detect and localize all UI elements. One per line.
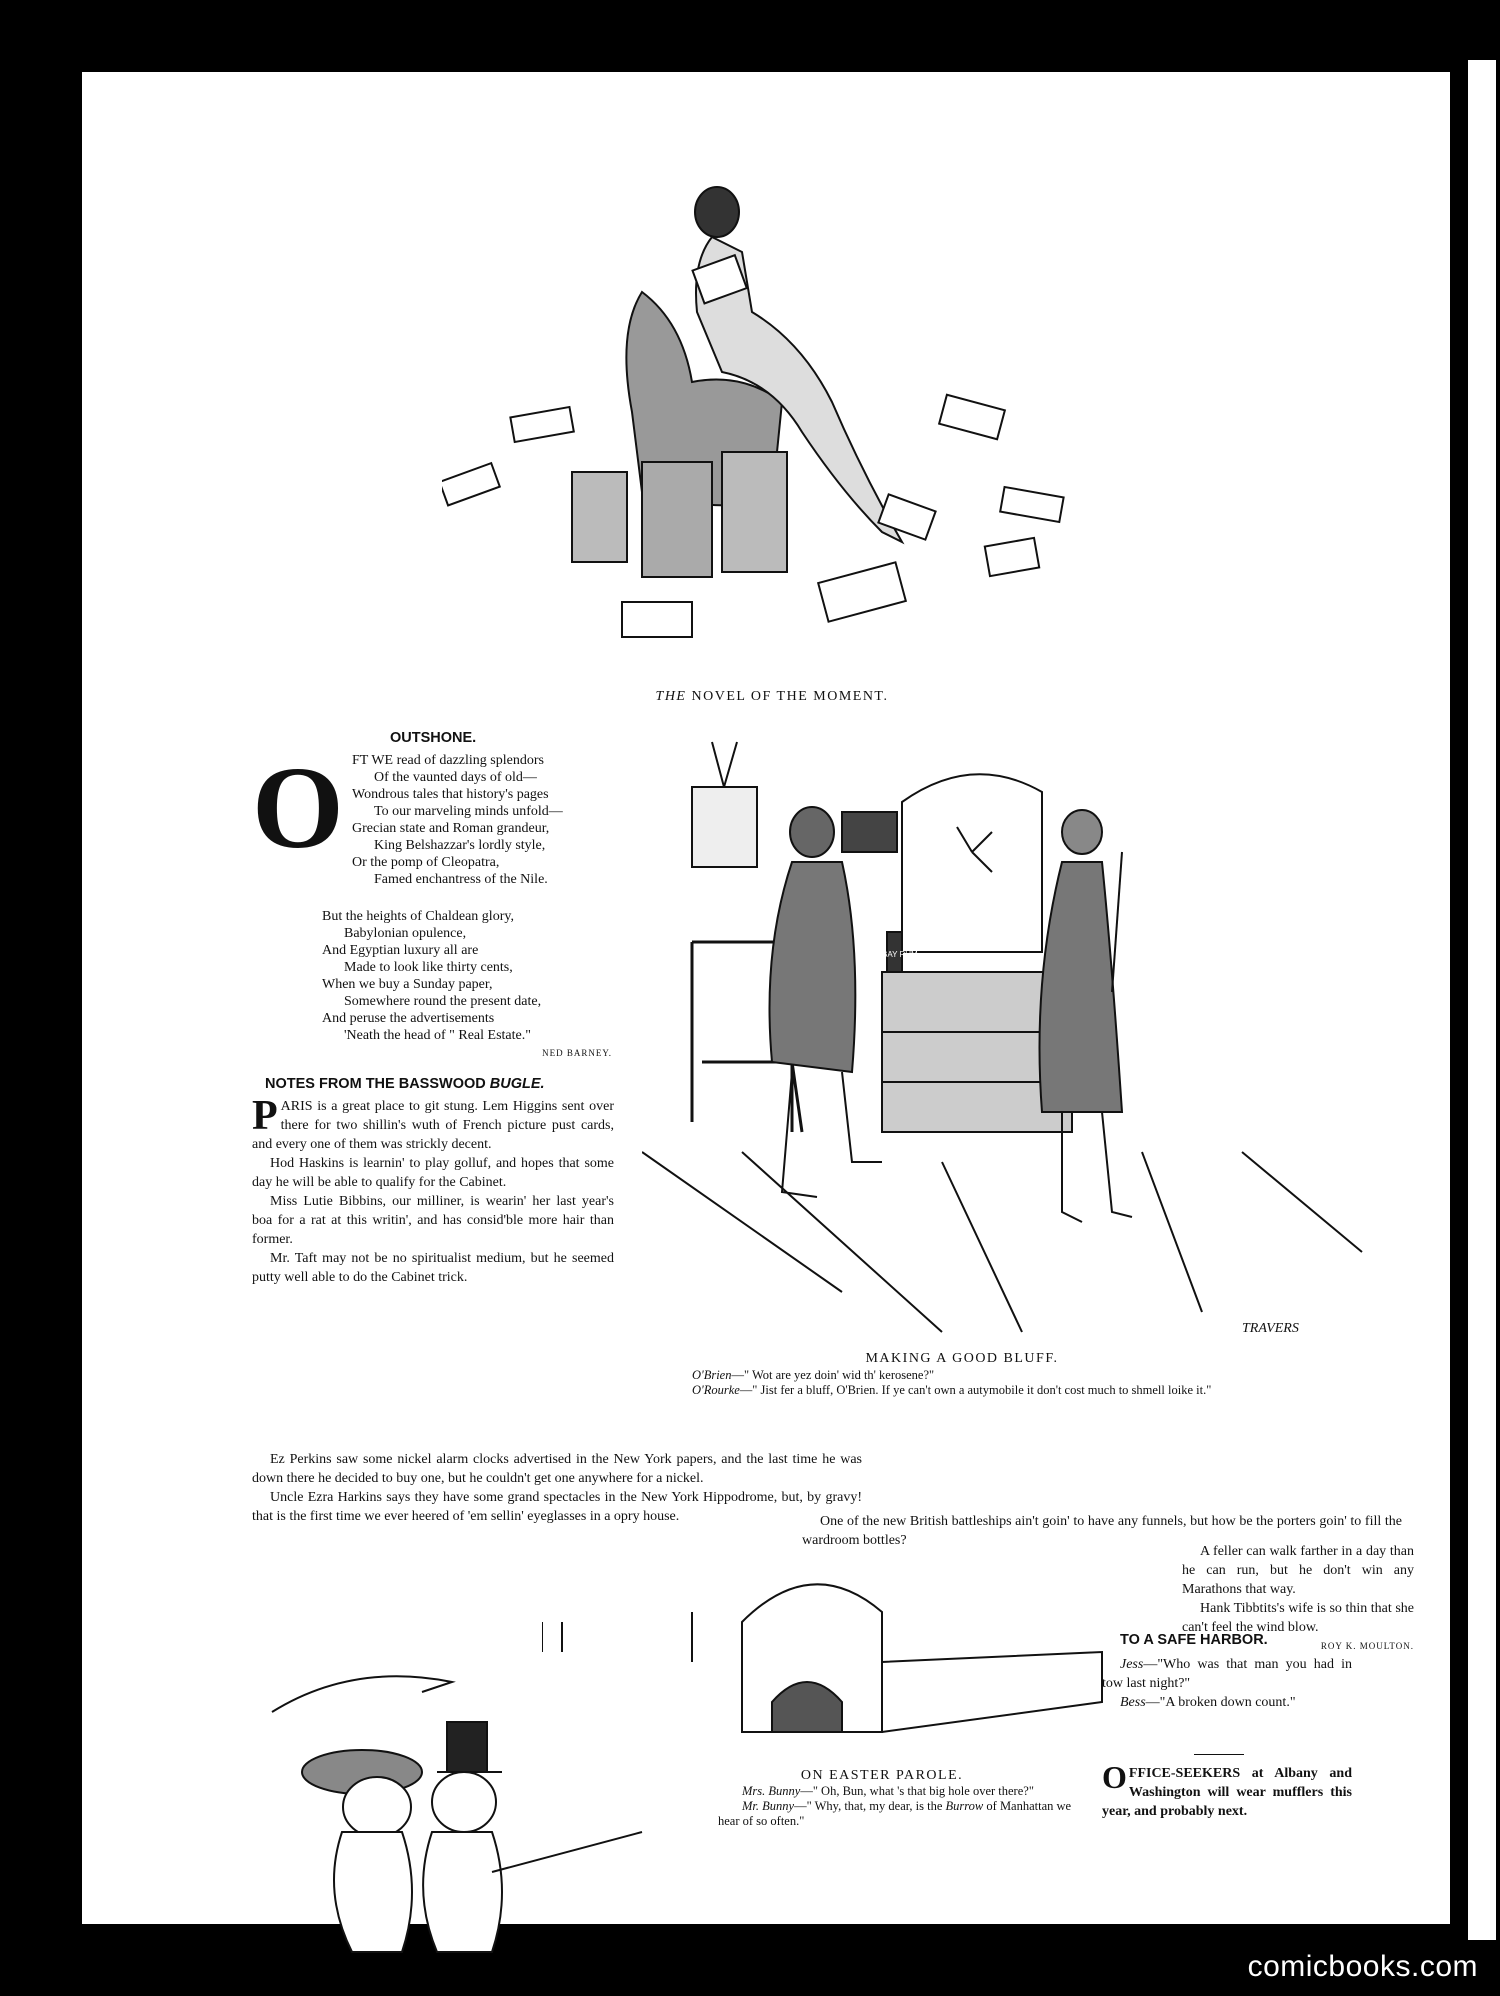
harbor-dialog: Jess—"Who was that man you had in tow last night?" Bess—"A broken down count." bbox=[1102, 1657, 1352, 1710]
bluff-caption: MAKING A GOOD BLUFF. bbox=[865, 1351, 1059, 1366]
notes-column-middle bbox=[252, 1450, 862, 1526]
notes-paragraph: Ez Perkins saw some nickel alarm clocks advertised in the New York papers, and the last time he was down there he decided to buy one, but he couldn't get one anywhere for a nickel. bbox=[252, 1452, 862, 1486]
easter-caption: ON EASTER PAROLE. bbox=[800, 1768, 964, 1783]
adjacent-page-edge bbox=[1468, 60, 1496, 1940]
notes-title: NOTES FROM THE BASSWOOD BUGLE. bbox=[265, 1076, 545, 1092]
comicbooks-watermark: comicbooks.com bbox=[1247, 1950, 1478, 1983]
bluff-dialog: O'Brien—" Wot are yez doin' wid th' kerosene?" O'Rourke—" Jist fer a bluff, O'Brien. If ye can't own a autymobile it don't cost much to shmell loike it." bbox=[692, 1368, 1212, 1397]
novel-illustration bbox=[442, 172, 1082, 652]
outshone-dropcap: O bbox=[252, 742, 344, 873]
outshone-byline: NED BARNEY. bbox=[542, 1048, 612, 1058]
bay-rum-label: BAY RUM bbox=[882, 950, 918, 959]
outshone-stanza-2: But the heights of Chaldean glory, Babylonian opulence, And Egyptian luxury all are Made to look like thirty cents, When we buy a Sunday paper, Somewhere round the present date, And peruse the advertisements 'Neath the head of " Real Estate." bbox=[322, 909, 542, 1043]
magazine-page bbox=[82, 72, 1450, 1924]
outshone-stanza-1: FT WE read of dazzling splendors Of the vaunted days of old— Wondrous tales that history's pages To our marveling minds unfold— Grecian state and Roman grandeur, King Belshazzar's lordly style, Or the pomp of Cleopatra, Famed enchantress of the Nile. bbox=[352, 753, 563, 887]
notes-paragraph: PARIS is a great place to git stung. Lem Higgins sent over there for two shillin's wuth of French picture pust cards, and every one of them was strickly decent. bbox=[252, 1093, 614, 1152]
novel-caption: THE NOVEL OF THE MOMENT. bbox=[655, 689, 889, 704]
notes-byline: ROY K. MOULTON. bbox=[1320, 1641, 1414, 1651]
notes-paragraph: Hank Tibbtits's wife is so thin that she can't feel the wind blow. bbox=[1182, 1601, 1414, 1635]
notes-paragraph: Uncle Ezra Harkins says they have some grand spectacles in the New York Hippodrome, but, by gravy! that is the first time we ever heered of 'em sellin' eyeglasses in a opry house. bbox=[252, 1490, 862, 1524]
notes-paragraph: Mr. Taft may not be no spiritualist medium, but he seemed putty well able to do the Cabinet trick. bbox=[252, 1251, 614, 1285]
harbor-title: TO A SAFE HARBOR. bbox=[1120, 1632, 1268, 1648]
outshone-title: OUTSHONE. bbox=[390, 730, 477, 746]
easter-rabbits-illustration bbox=[252, 1622, 732, 1962]
notes-paragraph: One of the new British battleships ain't goin' to have any funnels, but how be the porters goin' to fill the wardroom bottles? bbox=[802, 1514, 1402, 1548]
easter-dialog: Mrs. Bunny—" Oh, Bun, what 's that big hole over there?" Mr. Bunny—" Why, that, my dear, is the Burrow of Manhattan we hear of so often." bbox=[718, 1784, 1072, 1828]
notes-paragraph: A feller can walk farther in a day than he can run, but he don't win any Marathons that way. bbox=[1182, 1544, 1414, 1597]
artist-signature: TRAVERS bbox=[1242, 1321, 1299, 1336]
office-seekers-item: OFFICE-SEEKERS at Albany and Washington will wear mufflers this year, and probably next. bbox=[1102, 1759, 1352, 1819]
notes-paragraph: Hod Haskins is learnin' to play golluf, and hopes that some day he will be able to qualify for the Cabinet. bbox=[252, 1156, 614, 1190]
divider-rule bbox=[1194, 1754, 1244, 1755]
notes-paragraph: Miss Lutie Bibbins, our milliner, is wearin' her last year's boa for a rat at this writin', and has consid'ble more hair than former. bbox=[252, 1194, 614, 1247]
notes-column-left bbox=[252, 1093, 614, 1287]
bluff-illustration bbox=[642, 732, 1382, 1352]
